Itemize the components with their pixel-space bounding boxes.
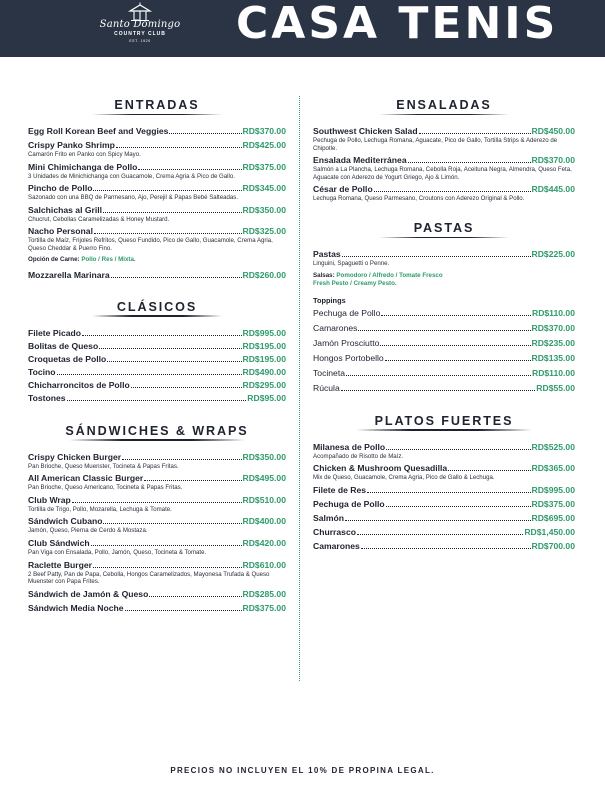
- dot-leader: [138, 169, 241, 170]
- menu-item-row: [313, 499, 575, 510]
- item-name: Pechuga de Pollo: [313, 498, 385, 509]
- menu-item: [28, 140, 286, 159]
- clasicos-list: [28, 328, 286, 404]
- item-name: Ensalada Mediterránea: [313, 155, 407, 166]
- menu-item-row: [313, 184, 575, 195]
- menu-item: [28, 367, 286, 378]
- item-name: Club Wrap: [28, 494, 71, 505]
- item-price: RD$235.00: [531, 337, 575, 348]
- dot-leader: [380, 345, 530, 346]
- item-name: Filete Picado: [28, 327, 82, 338]
- menu-item-row: [28, 589, 286, 600]
- item-name: Tocino: [28, 366, 56, 377]
- dot-leader: [122, 459, 241, 460]
- dot-leader: [381, 315, 531, 316]
- toppings-list: [313, 308, 575, 394]
- item-description: Pechuga de Pollo, Lechuga Romana, Aguacate, Pico de Gallo, Tortilla Strips & Aderezo de Chipotle.: [313, 137, 558, 152]
- item-name: Camarones: [313, 322, 358, 333]
- menu-item: [313, 463, 575, 482]
- menu-item-pastas: [313, 249, 575, 260]
- item-price: RD$195.00: [242, 340, 286, 351]
- menu-item-row: [28, 367, 286, 378]
- left-column: [28, 96, 286, 614]
- menu-item-row: [28, 140, 286, 151]
- dot-leader: [116, 147, 242, 148]
- item-name: Croquetas de Pollo: [28, 353, 107, 364]
- menu-item: [28, 354, 286, 365]
- item-description: Salmón a La Plancha, Lechuga Romana, Cebolla Roja, Aceituna Negra, Almendra, Queso Feta, Aguacate con Aderezo de Yogurt Griego, Ajo & Limón.: [313, 166, 572, 181]
- menu-item-row: [313, 527, 575, 538]
- item-name: Mozzarella Marinara: [28, 269, 110, 280]
- item-price: RD$695.00: [531, 512, 575, 523]
- menu-item-row: [313, 155, 575, 166]
- item-name: Sándwich Cubano: [28, 516, 103, 527]
- item-name: Chicharroncitos de Pollo: [28, 379, 130, 390]
- dot-leader: [82, 335, 242, 336]
- dot-leader: [374, 191, 531, 192]
- item-price: RD$195.00: [242, 353, 286, 364]
- carne-option-values: Pollo / Res / Mixta.: [81, 255, 136, 263]
- dot-leader: [367, 492, 531, 493]
- item-name: Raclette Burger: [28, 559, 92, 570]
- item-price: RD$495.00: [242, 473, 286, 484]
- item-description: Pan Viga con Ensalada, Pollo, Jamón, Queso, Tocineta & Tomate.: [28, 548, 207, 556]
- menu-item: [28, 393, 286, 404]
- menu-item-row: [313, 463, 575, 474]
- item-description: Pan Brioche, Queso Americano, Tocineta & Papas Fritas.: [28, 484, 183, 492]
- menu-item-row: [313, 368, 575, 379]
- menu-item-row: [28, 393, 286, 404]
- item-name: Tocineta: [313, 367, 346, 378]
- logo-script-text: Santo Domingo: [99, 19, 181, 30]
- menu-item-row: [28, 380, 286, 391]
- menu-item-row: [28, 560, 286, 571]
- menu-item-row: [28, 452, 286, 463]
- item-price: RD$445.00: [531, 184, 575, 195]
- menu-item: [313, 184, 575, 203]
- menu-item: [28, 495, 286, 514]
- menu-item: [28, 603, 286, 614]
- menu-item: [313, 442, 575, 461]
- pastas-block: [313, 249, 575, 394]
- item-name: All American Classic Burger: [28, 473, 144, 484]
- dot-leader: [357, 534, 523, 535]
- menu-item: [28, 205, 286, 224]
- item-price: RD$370.00: [242, 126, 286, 136]
- menu-item: [28, 516, 286, 535]
- menu-item-row: [313, 485, 575, 496]
- menu-item-row: [313, 323, 575, 334]
- right-column: [313, 96, 575, 552]
- menu-item: [313, 527, 575, 538]
- column-divider: [299, 96, 300, 681]
- dot-leader: [408, 162, 531, 163]
- menu-item-row: [313, 383, 575, 394]
- item-price: RD$375.00: [242, 161, 286, 172]
- item-price: RD$450.00: [531, 126, 575, 136]
- menu-item-row: [28, 354, 286, 365]
- section-title-entradas: ENTRADAS: [28, 96, 286, 116]
- menu-item-row: [28, 538, 286, 549]
- menu-item: [28, 538, 286, 557]
- dot-leader: [144, 480, 241, 481]
- menu-item: [28, 183, 286, 202]
- item-price: RD$225.00: [531, 248, 575, 259]
- dot-leader: [448, 470, 530, 471]
- item-description: Tortilla de Trigo, Pollo, Mozarella, Lechuga & Tomate.: [28, 505, 172, 513]
- logo-est-text: EST. 1920: [129, 39, 151, 43]
- item-price: RD$260.00: [242, 269, 286, 280]
- menu-item: [313, 126, 575, 152]
- item-description: Jamón, Queso, Pierna de Cerdo & Mostaza.: [28, 527, 148, 535]
- item-name: Tostones: [28, 392, 66, 403]
- menu-item: [313, 353, 575, 364]
- sandwiches-list: [28, 452, 286, 614]
- menu-item: [28, 341, 286, 352]
- menu-item-row: [28, 603, 286, 614]
- item-description: Mix de Queso, Guacamole, Crema Agria, Pico de Gallo & Lechuga.: [313, 474, 495, 482]
- menu-item: [28, 126, 286, 137]
- menu-item-row: [313, 513, 575, 524]
- item-price: RD$55.00: [536, 382, 575, 393]
- dot-leader: [93, 190, 241, 191]
- item-name: Pechuga de Pollo: [313, 307, 381, 318]
- dot-leader: [99, 348, 241, 349]
- header-bar: [0, 0, 605, 57]
- menu-item-row: [28, 162, 286, 173]
- section-title-ensaladas: ENSALADAS: [313, 96, 575, 116]
- section-title-platos-fuertes: PLATOS FUERTES: [313, 412, 575, 432]
- club-logo: [90, 2, 190, 54]
- menu-item: [313, 383, 575, 394]
- item-name: Southwest Chicken Salad: [313, 126, 418, 136]
- menu-item: [28, 162, 286, 181]
- item-price: RD$325.00: [242, 226, 286, 237]
- item-price: RD$350.00: [242, 204, 286, 215]
- dot-leader: [386, 449, 530, 450]
- item-price: RD$295.00: [242, 379, 286, 390]
- item-price: RD$525.00: [531, 441, 575, 452]
- dot-leader: [91, 545, 242, 546]
- menu-item: [313, 155, 575, 181]
- item-name: César de Pollo: [313, 184, 373, 195]
- item-price: RD$700.00: [531, 540, 575, 551]
- dot-leader: [341, 390, 536, 391]
- section-title-sandwiches: SÁNDWICHES & WRAPS: [28, 422, 286, 442]
- menu-item: [313, 323, 575, 334]
- dot-leader: [342, 256, 531, 257]
- item-name: Salchichas al Grill: [28, 204, 103, 215]
- menu-item-row: [313, 126, 575, 137]
- item-name: Pastas: [313, 248, 341, 259]
- item-price: RD$510.00: [242, 494, 286, 505]
- dot-leader: [131, 387, 242, 388]
- menu-item: [313, 499, 575, 510]
- dot-leader: [125, 610, 242, 611]
- menu-item-row: [313, 353, 575, 364]
- item-name: Jamón Prosciutto: [313, 337, 380, 348]
- item-description: Camarón Frito en Panko con Spicy Mayo.: [28, 151, 141, 158]
- item-description: 2 Beef Patty, Pan de Papa, Cebolla, Hongos Caramelizados, Mayonesa Trufada & Queso Muenster con Papa Frites.: [28, 570, 270, 586]
- salsas-line-1: Pomodoro / Alfredo / Tomate Fresco: [336, 271, 443, 279]
- item-price: RD$110.00: [531, 367, 575, 378]
- menu-item-mozzarella: [28, 270, 286, 281]
- item-price: RD$370.00: [531, 322, 575, 333]
- item-name: Bolitas de Queso: [28, 340, 99, 351]
- item-name: Pincho de Pollo: [28, 183, 93, 194]
- dot-leader: [345, 520, 530, 521]
- salsas-label: Salsas:: [313, 271, 335, 279]
- item-price: RD$110.00: [531, 307, 575, 318]
- page-title: CASA TENIS: [236, 0, 559, 49]
- menu-item-row: [28, 183, 286, 194]
- item-name: Nacho Personal: [28, 226, 93, 237]
- menu-item-row: [28, 516, 286, 527]
- menu-item: [28, 380, 286, 391]
- item-price: RD$365.00: [531, 463, 575, 474]
- menu-item-row: [28, 341, 286, 352]
- item-price: RD$95.00: [247, 392, 286, 403]
- menu-item-row: [28, 126, 286, 137]
- menu-item-row: [313, 338, 575, 349]
- item-price: RD$610.00: [242, 559, 286, 570]
- section-title-pastas: PASTAS: [313, 219, 575, 239]
- menu-item: [28, 328, 286, 339]
- menu-item: [28, 560, 286, 586]
- item-name: Crispy Panko Shrimp: [28, 140, 115, 150]
- menu-item-row: [313, 442, 575, 453]
- menu-item-row: [28, 205, 286, 216]
- item-description: Sazonado con una BBQ de Parmesano, Ajo, Perejil & Papas Bebé Salteadas.: [28, 194, 239, 202]
- item-price: RD$285.00: [242, 588, 286, 599]
- menu-item: [313, 368, 575, 379]
- item-description: Tortilla de Maíz, Frijoles Refritos, Queso Fundido, Pico de Gallo, Guacamole, Crema Agria, Queso Cheddar & Puerro Fino.: [28, 237, 273, 252]
- section-title-clasicos: CLÁSICOS: [28, 298, 286, 318]
- item-price: RD$1,450.00: [524, 526, 575, 537]
- item-name: Rúcula: [313, 382, 340, 393]
- menu-item: [313, 513, 575, 524]
- item-price: RD$490.00: [242, 366, 286, 377]
- item-description: Linguini, Spaguetti o Penne.: [313, 259, 390, 267]
- ensaladas-list: [313, 126, 575, 203]
- item-price: RD$135.00: [531, 352, 575, 363]
- item-price: RD$370.00: [531, 155, 575, 166]
- item-price: RD$995.00: [242, 327, 286, 338]
- menu-item-row: [313, 541, 575, 552]
- salsas-line-2: Fresh Pesto / Creamy Pesto.: [313, 279, 397, 287]
- dot-leader: [94, 233, 242, 234]
- menu-item: [313, 338, 575, 349]
- menu-item-row: [28, 473, 286, 484]
- item-name: Milanesa de Pollo: [313, 441, 386, 452]
- item-name: Camarones: [313, 540, 360, 551]
- carne-option-label: Opción de Carne:: [28, 255, 80, 263]
- dot-leader: [111, 277, 242, 278]
- dot-leader: [149, 596, 241, 597]
- item-description: Chucrut, Cebollas Caramelizadas & Honey Mustard.: [28, 215, 170, 223]
- dot-leader: [72, 502, 242, 503]
- item-price: RD$420.00: [242, 537, 286, 548]
- menu-item: [28, 452, 286, 471]
- dot-leader: [358, 330, 530, 331]
- item-description: 3 Unidades de Minichichanga con Guacamole, Crema Agria & Pico de Gallo.: [28, 172, 235, 180]
- item-name: Sándwich Media Noche: [28, 602, 124, 613]
- footer-note: PRECIOS NO INCLUYEN EL 10% DE PROPINA LEGAL.: [170, 766, 435, 775]
- dot-leader: [93, 567, 242, 568]
- menu-item-row: [28, 495, 286, 506]
- item-name: Mini Chimichanga de Pollo: [28, 161, 138, 172]
- item-name: Sándwich de Jamón & Queso: [28, 588, 149, 599]
- menu-item-row: [313, 308, 575, 319]
- dot-leader: [103, 523, 241, 524]
- item-price: RD$350.00: [242, 451, 286, 462]
- salsas-note: [313, 272, 575, 280]
- item-description: Pan Brioche, Queso Muenster, Tocineta & Papas Fritas.: [28, 462, 179, 470]
- item-price: RD$375.00: [531, 498, 575, 509]
- dot-leader: [169, 133, 241, 134]
- dot-leader: [103, 212, 241, 213]
- menu-item: [28, 226, 286, 252]
- item-price: RD$345.00: [242, 183, 286, 194]
- item-price: RD$400.00: [242, 516, 286, 527]
- item-name: Crispy Chicken Burger: [28, 451, 122, 462]
- menu-item-row: [28, 226, 286, 237]
- item-price: RD$375.00: [242, 602, 286, 613]
- dot-leader: [419, 133, 531, 134]
- platos-list: [313, 442, 575, 552]
- entradas-list: [28, 126, 286, 253]
- item-name: Egg Roll Korean Beef and Veggies: [28, 126, 169, 136]
- item-name: Salmón: [313, 512, 345, 523]
- carne-option-note: [28, 256, 286, 264]
- menu-item: [28, 473, 286, 492]
- logo-club-text: COUNTRY CLUB: [114, 31, 166, 37]
- dot-leader: [346, 375, 531, 376]
- item-price: RD$425.00: [242, 140, 286, 150]
- item-name: Hongos Portobello: [313, 352, 384, 363]
- dot-leader: [67, 400, 247, 401]
- dot-leader: [385, 360, 531, 361]
- item-name: Filete de Res: [313, 484, 367, 495]
- menu-item: [313, 308, 575, 319]
- menu-item: [313, 485, 575, 496]
- menu-item: [28, 589, 286, 600]
- item-description: Lechuga Romana, Queso Parmesano, Croutons con Aderezo Original & Pollo.: [313, 195, 525, 203]
- item-name: Churrasco: [313, 526, 356, 537]
- dot-leader: [386, 506, 531, 507]
- dot-leader: [361, 548, 531, 549]
- toppings-title: Toppings: [313, 295, 346, 305]
- item-name: Chicken & Mushroom Quesadilla: [313, 463, 448, 474]
- item-description: Acompañado de Risotto de Maíz.: [313, 452, 404, 460]
- item-name: Club Sándwich: [28, 537, 90, 548]
- dot-leader: [57, 374, 242, 375]
- menu-item: [313, 541, 575, 552]
- item-price: RD$995.00: [531, 484, 575, 495]
- menu-item-row: [28, 328, 286, 339]
- dot-leader: [107, 361, 241, 362]
